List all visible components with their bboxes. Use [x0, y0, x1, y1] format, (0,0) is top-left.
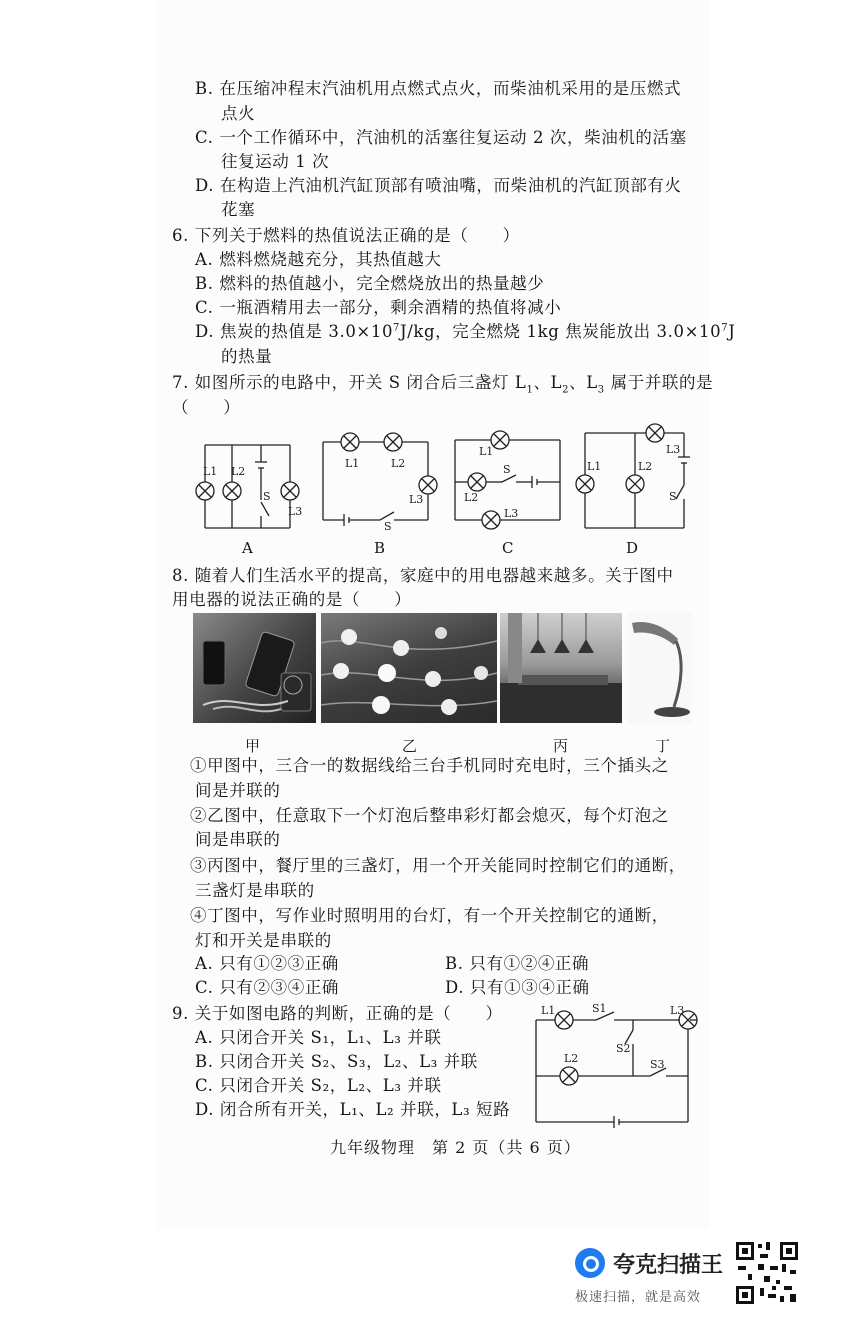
circuit-d-l3-label: L3: [666, 443, 681, 456]
circuit-c-label: C: [502, 539, 514, 557]
circuit-b-label: B: [374, 539, 386, 557]
photo-yi-caption: 乙: [402, 737, 418, 755]
q6-option-c: C. 一瓶酒精用去一部分，剩余酒精的热值将减小: [195, 298, 562, 317]
circuit-c-diagram: [450, 430, 570, 530]
qr-code-icon: [734, 1240, 800, 1306]
circuit-a-l2-label: L2: [231, 465, 246, 478]
circuit-b-l1-label: L1: [345, 457, 360, 470]
photo-bing-dining-lamps: [500, 613, 622, 723]
q8-option-b: B. 只有①②④正确: [445, 954, 590, 973]
brand-name: 夸克扫描王: [613, 1253, 724, 1278]
q6-option-a: A. 燃料燃烧越充分，其热值越大: [195, 250, 442, 269]
q8-stem-line1: 8. 随着人们生活水平的提高，家庭中的用电器越来越多。关于图中: [172, 566, 674, 585]
photo-jia-caption: 甲: [245, 737, 261, 755]
circuit-d-label: D: [626, 539, 639, 557]
q9-circuit-l2-label: L2: [564, 1052, 579, 1065]
q6-option-d-line1: D. 焦炭的热值是 $3.0\times 10^7J/kg$，完全燃烧 1kg 焦炭能放出 $3.0\times 10^7J$: [195, 322, 736, 341]
q9-option-d: D. 闭合所有开关，L₁、L₂ 并联，L₃ 短路: [195, 1100, 511, 1119]
circuit-c-l2-label: L2: [464, 491, 479, 504]
q9-option-c: C. 只闭合开关 S₂，L₂、L₃ 并联: [195, 1076, 442, 1095]
q9-option-a: A. 只闭合开关 S₁，L₁、L₃ 并联: [195, 1028, 442, 1047]
q9-circuit-diagram: [530, 1000, 700, 1132]
q5-option-d-line1: D. 在构造上汽油机汽缸顶部有喷油嘴，而柴油机的汽缸顶部有火: [195, 176, 682, 195]
q8-statement-1-line2: 间是并联的: [195, 781, 281, 800]
photo-bing-caption: 丙: [553, 737, 569, 755]
photo-ding-desk-lamp: [628, 613, 692, 723]
q5-option-c-line2: 往复运动 1 次: [221, 152, 330, 171]
q6-option-b: B. 燃料的热值越小，完全燃烧放出的热量越少: [195, 274, 545, 293]
page-footer: 九年级物理 第 2 页（共 6 页）: [330, 1138, 581, 1157]
circuit-d-diagram: [580, 425, 700, 535]
q8-statement-3-line1: ③丙图中，餐厅里的三盏灯，用一个开关能同时控制它们的通断，: [190, 856, 686, 875]
q9-option-b: B. 只闭合开关 S₂、S₃，L₂、L₃ 并联: [195, 1052, 478, 1071]
q8-statement-2-line1: ②乙图中，任意取下一个灯泡后整串彩灯都会熄灭，每个灯泡之: [190, 806, 669, 825]
circuit-d-s-label: S: [669, 490, 677, 503]
brand-slogan: 极速扫描，就是高效: [575, 1290, 702, 1305]
q8-statement-1-line1: ①甲图中，三合一的数据线给三台手机同时充电时，三个插头之: [190, 756, 669, 775]
q7-stem: 7. 如图所示的电路中，开关 S 闭合后三盏灯 $L_1$、$L_2$、$L_3$ 属于并联的是: [172, 373, 714, 396]
q6-option-d-line2: 的热量: [221, 347, 273, 366]
photo-yi-string-lights: [321, 613, 497, 723]
photo-jia-phones-charging: [193, 613, 316, 723]
quark-logo-icon: [575, 1248, 605, 1278]
circuit-a-l3-label: L3: [288, 505, 303, 518]
q5-option-b-line2: 点火: [221, 104, 256, 123]
circuit-d-l1-label: L1: [587, 460, 602, 473]
circuit-b-l2-label: L2: [391, 457, 406, 470]
q9-circuit-s1-label: S1: [592, 1002, 607, 1015]
circuit-a-l1-label: L1: [203, 465, 218, 478]
q5-option-c-line1: C. 一个工作循环中，汽油机的活塞往复运动 2 次，柴油机的活塞: [195, 128, 687, 147]
circuit-c-s-label: S: [503, 463, 511, 476]
q9-circuit-l3-label: L3: [670, 1004, 685, 1017]
q9-stem: 9. 关于如图电路的判断，正确的是（ ）: [172, 1004, 503, 1023]
q7-stem-line2: （ ）: [172, 398, 241, 417]
circuit-a-label: A: [242, 539, 253, 557]
circuit-a-diagram: [185, 440, 305, 535]
circuit-b-s-label: S: [384, 520, 392, 533]
circuit-b-diagram: [318, 430, 443, 533]
circuit-d-l2-label: L2: [638, 460, 653, 473]
q8-option-c: C. 只有②③④正确: [195, 978, 340, 997]
q8-statement-3-line2: 三盏灯是串联的: [195, 881, 315, 900]
q8-statement-4-line1: ④丁图中，写作业时照明用的台灯，有一个开关控制它的通断，: [190, 906, 669, 925]
photo-ding-caption: 丁: [655, 737, 671, 755]
q9-circuit-s2-label: S2: [616, 1042, 631, 1055]
q8-statement-4-line2: 灯和开关是串联的: [195, 931, 332, 950]
q8-option-d: D. 只有①③④正确: [445, 978, 590, 997]
q8-option-a: A. 只有①②③正确: [195, 954, 339, 973]
circuit-c-l3-label: L3: [504, 507, 519, 520]
q5-option-b-line1: B. 在压缩冲程末汽油机用点燃式点火，而柴油机采用的是压燃式: [195, 79, 682, 98]
q8-stem-line2: 用电器的说法正确的是（ ）: [172, 590, 412, 609]
q6-stem: 6. 下列关于燃料的热值说法正确的是（ ）: [172, 226, 520, 245]
circuit-c-l1-label: L1: [479, 445, 494, 458]
q9-circuit-s3-label: S3: [650, 1058, 665, 1071]
q9-circuit-l1-label: L1: [541, 1004, 556, 1017]
q8-statement-2-line2: 间是串联的: [195, 830, 281, 849]
circuit-a-s-label: S: [263, 490, 271, 503]
q5-option-d-line2: 花塞: [221, 200, 256, 219]
circuit-b-l3-label: L3: [409, 493, 424, 506]
